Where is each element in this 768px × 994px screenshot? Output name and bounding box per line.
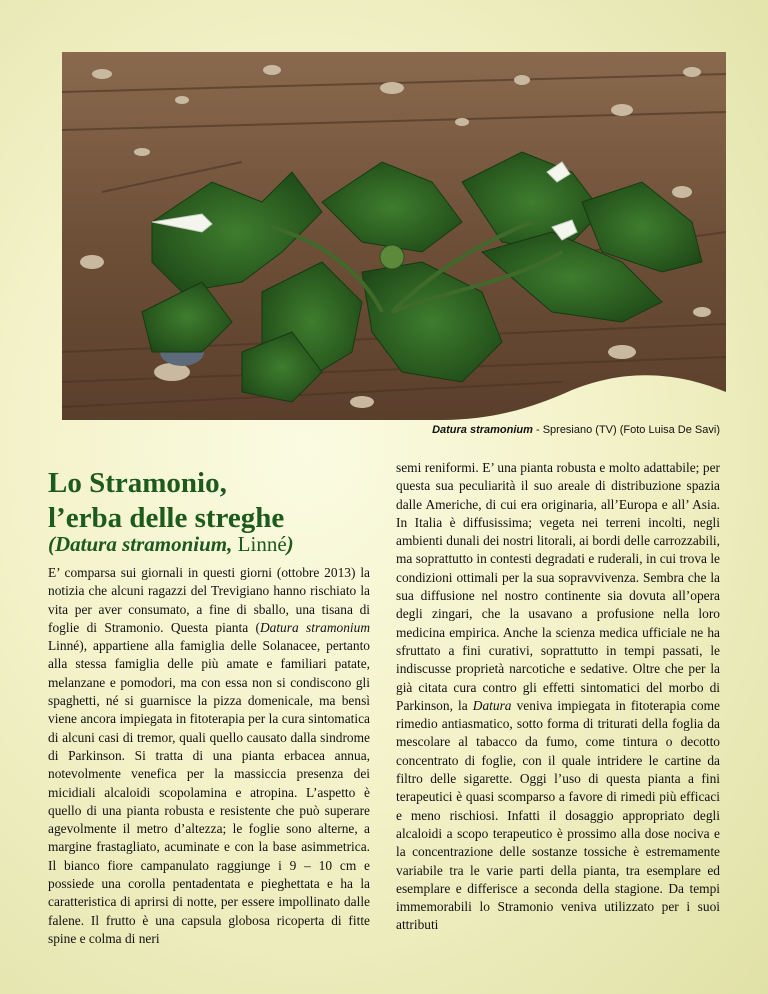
subtitle-close: ) xyxy=(286,532,294,556)
photo-caption xyxy=(432,424,720,436)
right-text-b: veniva impiegata in fitoterapia come rimedio antiasmatico, sotto forma di triturati della foglia da mescolare al tabacco da fumo, come tintura o decotto concentrato di foglie, con il quale intridere le cartine da filtro delle sigarette. Oggi l’uso di questa pianta a fini terapeutici è quasi scomparso a favore di rimedi più efficaci e meno rischiosi. Infatti il dosaggio appropriato degli alcaloidi a scopo terapeutico è prossimo alla dose nociva e la concentrazione delle sostanze tossiche è estremamente variabile tra le varie parti della pianta, tra esemplare ed esemplare e differisce a seconda della stagione. Da tempi immemorabili lo Stramonio veniva utilizzato per i suoi attributi xyxy=(396,697,720,933)
left-paragraph xyxy=(48,564,370,948)
left-text-italic: Datura stramonium xyxy=(259,619,371,635)
caption-credit: - Spresiano (TV) (Foto Luisa De Savi) xyxy=(532,424,720,436)
right-paragraph xyxy=(396,459,720,935)
right-column xyxy=(396,459,720,935)
article-subtitle xyxy=(48,531,368,557)
subtitle-species: Datura stramonium, xyxy=(55,532,233,556)
left-text-a: E’ comparsa sui giornali in questi giorni (ottobre 2013) la notizia che alcuni ragazzi del Trevigiano hanno rischiato la vita per aver consumato, a fine di sballo, una tisana di foglie di Stramonio. Questa pianta ( xyxy=(48,565,370,635)
left-text-b: Linné), appartiene alla famiglia delle Solanacee, pertanto alla stessa famiglia delle più amate e familiari patate, melanzane e pomodori, ma con essa non si condiscono gli spaghetti, né si guarnisce la pizza domenicale, ma bensì viene ancora impiegata in fitoterapia per la cura sintomatica di alcuni casi di tremor, quali quello causato dalla sindrome di Parkinson. Si tratta di una pianta erbacea annua, notevolmente venefica per la massiccia presenza dei micidiali alcaloidi scopolamina e atropina. L’aspetto è quello di una pianta robusta e resistente che può superare agevolmente il metro d’altezza; le foglie sono alterne, a margine frastagliato, acuminate e con la base asimmetrica. Il bianco fiore campanulato raggiunge i 9 – 10 cm e possiede una corolla pentadentata e pieghettata e ha la caratteristica di aprirsi di notte, per essere impollinato dalle falene. Il frutto è una capsula globosa ricoperta di fitte spine e colma di neri xyxy=(48,638,370,946)
subtitle-open: ( xyxy=(48,532,55,556)
right-text-italic: Datura xyxy=(472,697,512,713)
right-text-a: semi reniformi. E’ una pianta robusta e molto adattabile; per questa sua peculiarità il suo areale di distribuzione spazia dalle Americhe, di cui era originaria, all’Europa e all’ Asia. In Italia è diffusissima; vegeta nei terreni incolti, negli ambienti dunali dei nostri litorali, ai bordi delle carrozzabili, ma soprattutto in contesti degradati e ruderali, in cui trova le condizioni ottimali per la sua sopravvivenza. Sembra che la sua diffusione nel nostro continente sia dovuta all’opera degli zingari, che la usavano a profusione nella loro medicina empirica. Anche la scienza medica ufficiale ne ha sfruttato a fini curativi, soprattutto in tempi passati, le indiscusse proprietà narcotiche e sedative. Oltre che per la già citata cura contro gli effetti sintomatici del morbo di Parkinson, la xyxy=(396,460,720,713)
plant-photo xyxy=(62,52,726,420)
datura-photo-image xyxy=(62,52,726,420)
subtitle-author: Linné xyxy=(232,532,287,556)
left-column xyxy=(48,564,370,948)
article-title xyxy=(48,466,368,536)
title-line-2: l’erba delle streghe xyxy=(48,502,285,534)
title-line-1: Lo Stramonio, xyxy=(48,467,227,499)
caption-species: Datura stramonium xyxy=(432,424,533,436)
